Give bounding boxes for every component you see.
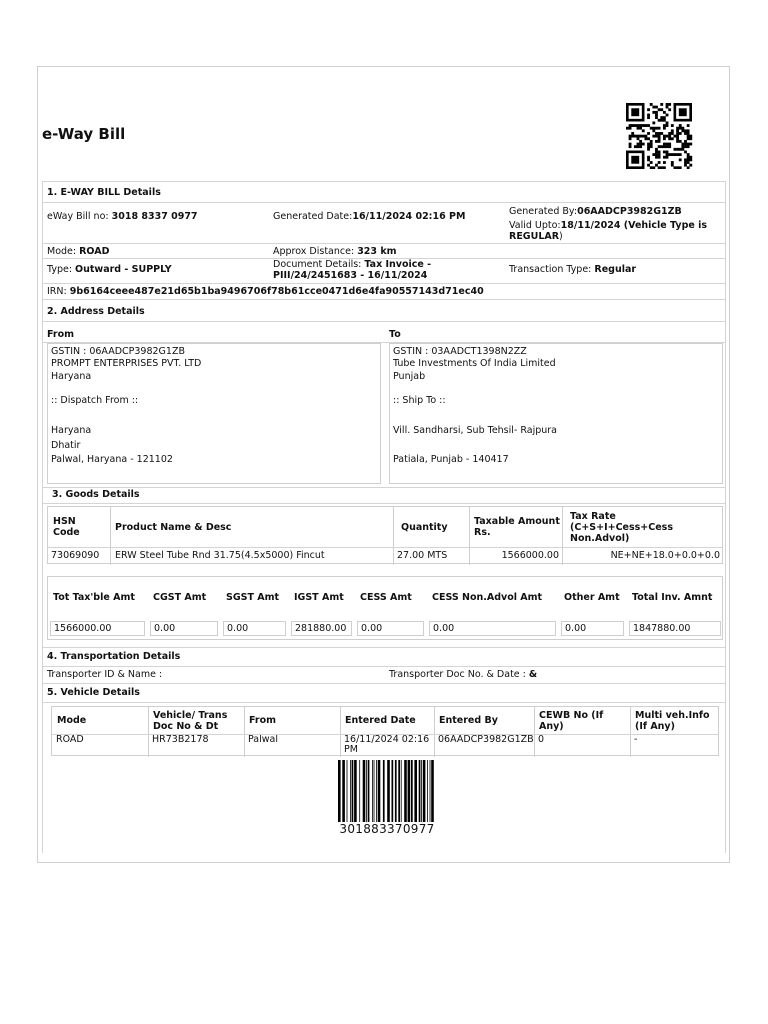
from-gstin: GSTIN : 06AADCP3982G1ZB <box>51 346 185 357</box>
totals-header-6: Other Amt <box>564 591 620 603</box>
vehicle-value-3: 16/11/2024 02:16 PM <box>344 734 430 755</box>
irn-label: IRN: <box>47 286 70 297</box>
address-to-box <box>389 343 723 484</box>
bill-no-label: eWay Bill no: <box>47 211 112 222</box>
totals-header-1: CGST Amt <box>153 591 207 603</box>
irn-value: 9b6164ceee487e21d65b1ba9496706f78b61cce0471d6e4fa90557143d71ec40 <box>69 286 484 297</box>
to-name: Tube Investments Of India Limited <box>393 358 556 369</box>
goods-header-taxable: Taxable Amount Rs. <box>474 516 560 538</box>
totals-header-7: Total Inv. Amnt <box>632 591 713 603</box>
gen-by-value: 06AADCP3982G1ZB <box>577 206 682 217</box>
section-goods-title: 3. Goods Details <box>52 489 140 500</box>
goods-row-qty: 27.00 MTS <box>397 550 448 561</box>
vehicle-header-4: Entered By <box>439 715 498 726</box>
totals-value-1: 0.00 <box>150 621 218 636</box>
bill-content <box>42 181 726 853</box>
vehicle-value-2: Palwal <box>248 734 278 745</box>
transporter-doc-label: Transporter Doc No. & Date : <box>389 669 529 680</box>
distance-label: Approx Distance: <box>273 246 358 257</box>
from-name: PROMPT ENTERPRISES PVT. LTD <box>51 358 202 369</box>
from-line3: Palwal, Haryana - 121102 <box>51 454 173 465</box>
vehicle-header-3: Entered Date <box>345 715 416 726</box>
doc-value: Tax Invoice - PIII/24/2451683 - 16/11/2024 <box>273 259 432 281</box>
eway-bill-page <box>37 66 730 863</box>
barcode-number: 301883370977 <box>339 822 435 836</box>
totals-value-3: 281880.00 <box>291 621 352 636</box>
from-line1: Haryana <box>51 425 92 436</box>
from-line2: Dhatir <box>51 440 81 451</box>
totals-value-2: 0.00 <box>223 621 286 636</box>
goods-header-hsn: HSN Code <box>53 516 80 538</box>
vehicle-table <box>51 706 719 756</box>
totals-header-5: CESS Non.Advol Amt <box>432 591 543 603</box>
address-to-label: To <box>389 329 401 340</box>
ewb-type <box>47 264 172 275</box>
transporter-doc <box>389 669 537 680</box>
qr-code-icon <box>626 103 698 169</box>
txn-value: Regular <box>594 264 637 275</box>
type-value: Outward - SUPPLY <box>75 264 172 275</box>
section-ewb-title: 1. E-WAY BILL Details <box>47 187 161 198</box>
valid-close: ) <box>559 231 563 242</box>
type-label: Type: <box>47 264 76 275</box>
distance-value: 323 km <box>357 246 397 257</box>
vehicle-header-0: Mode <box>57 715 87 726</box>
address-from-box <box>47 343 381 484</box>
address-from-label: From <box>47 329 74 340</box>
ship-to-label: :: Ship To :: <box>393 395 446 406</box>
ewb-generated-by <box>509 206 682 217</box>
goods-header-product: Product Name & Desc <box>115 521 232 533</box>
goods-header-qty: Quantity <box>401 521 448 533</box>
vehicle-header-5: CEWB No (If Any) <box>539 709 604 732</box>
vehicle-value-1: HR73B2178 <box>152 734 209 745</box>
vehicle-value-0: ROAD <box>56 734 84 745</box>
goods-row-rate: NE+NE+18.0+0.0+0.0 <box>610 550 720 561</box>
section-address-title: 2. Address Details <box>47 306 145 317</box>
section-vehicle-title: 5. Vehicle Details <box>47 687 140 698</box>
doc-label: Document Details: <box>273 259 365 270</box>
mode-value: ROAD <box>79 246 110 257</box>
page-title: e-Way Bill <box>42 125 126 143</box>
transporter-id: Transporter ID & Name : <box>47 669 163 680</box>
totals-value-5: 0.00 <box>429 621 556 636</box>
goods-row-product: ERW Steel Tube Rnd 31.75(4.5x5000) Fincut <box>115 550 325 561</box>
gen-date-label: Generated Date: <box>273 211 353 222</box>
ewb-valid-upto <box>509 220 709 242</box>
gen-date-value: 16/11/2024 02:16 PM <box>352 211 466 222</box>
goods-row-taxable: 1566000.00 <box>501 550 559 561</box>
mode-label: Mode: <box>47 246 80 257</box>
goods-row-hsn: 73069090 <box>51 550 100 561</box>
ewb-mode <box>47 246 109 257</box>
valid-value: 18/11/2024 (Vehicle Type is REGULAR <box>509 220 708 242</box>
to-gstin: GSTIN : 03AADCT1398N2ZZ <box>393 346 527 357</box>
totals-header-0: Tot Tax'ble Amt <box>53 591 135 603</box>
totals-value-0: 1566000.00 <box>50 621 145 636</box>
ewb-irn <box>47 286 484 297</box>
totals-value-4: 0.00 <box>357 621 424 636</box>
vehicle-value-5: 0 <box>538 734 545 745</box>
ewb-bill-no <box>47 211 198 222</box>
vehicle-header-6: Multi veh.Info (If Any) <box>635 709 710 732</box>
ewb-transaction-type <box>509 264 636 275</box>
ewb-document-details <box>273 259 473 281</box>
txn-label: Transaction Type: <box>509 264 595 275</box>
ewb-distance <box>273 246 397 257</box>
totals-table <box>47 576 723 640</box>
vehicle-value-4: 06AADCP3982G1ZB <box>438 734 534 745</box>
from-state: Haryana <box>51 371 92 382</box>
vehicle-header-2: From <box>249 715 276 726</box>
section-transport-title: 4. Transportation Details <box>47 651 181 662</box>
vehicle-header-1: Vehicle/ Trans Doc No & Dt <box>153 709 228 732</box>
totals-header-3: IGST Amt <box>294 591 344 603</box>
gen-by-label: Generated By: <box>509 206 578 217</box>
transporter-doc-value: & <box>528 669 538 680</box>
goods-header-rate: Tax Rate (C+S+I+Cess+Cess Non.Advol) <box>570 510 673 544</box>
ewb-generated-date <box>273 211 465 222</box>
to-line1: Vill. Sandharsi, Sub Tehsil- Rajpura <box>393 425 557 436</box>
valid-label: Valid Upto: <box>509 220 561 231</box>
goods-table <box>47 506 723 564</box>
bill-no-value: 3018 8337 0977 <box>111 211 198 222</box>
barcode-icon <box>337 760 437 822</box>
totals-header-4: CESS Amt <box>360 591 412 603</box>
totals-value-7: 1847880.00 <box>629 621 721 636</box>
vehicle-value-6: - <box>634 734 638 745</box>
to-line2: Patiala, Punjab - 140417 <box>393 454 509 465</box>
totals-header-2: SGST Amt <box>226 591 280 603</box>
to-state: Punjab <box>393 371 426 382</box>
totals-value-6: 0.00 <box>561 621 624 636</box>
dispatch-from-label: :: Dispatch From :: <box>51 395 139 406</box>
